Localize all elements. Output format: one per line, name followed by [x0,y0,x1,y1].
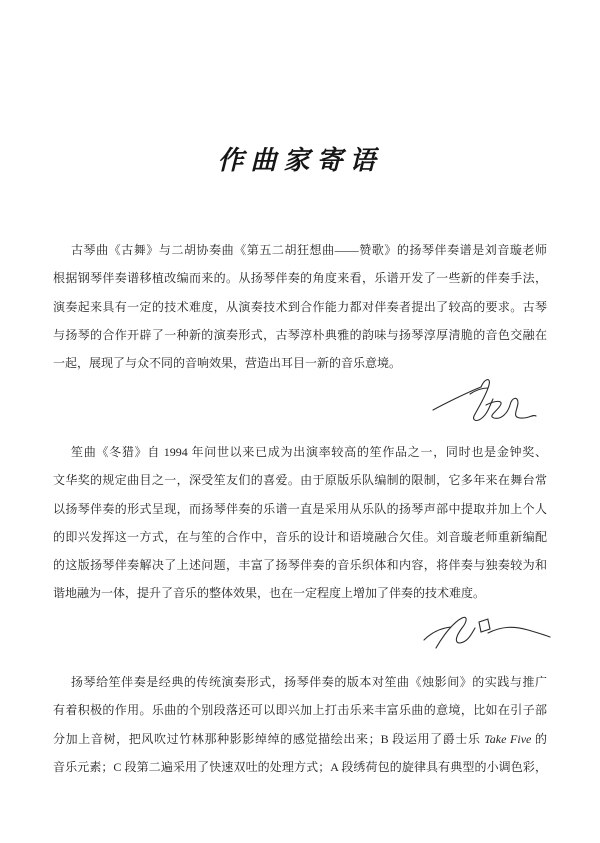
composer-signature-1-icon [430,372,538,432]
text-line: 文华奖的规定曲目之一，深受笙友们的喜爱。由于原版乐队编制的限制，它多年来在舞台常 [53,473,547,488]
text-segment: 分加上音树，把风吹过竹林那种影影绰绰的感觉描绘出来；B 段运用了爵士乐 [53,731,485,746]
text-line: 一起，展现了与众不同的音响效果，营造出耳目一新的音乐意境。 [53,356,402,371]
text-line: 扬琴给笙伴奏是经典的传统演奏形式，扬琴伴奏的版本对笙曲《烛影间》的实践与推广 [71,675,547,689]
composer-signature-2-icon [418,600,553,668]
paragraph-3 [53,668,547,781]
text-line: 根据钢琴伴奏谱移植改编而来的。从扬琴伴奏的角度来看，乐谱开发了一些新的伴奏手法， [53,271,547,286]
text-line: 的这版扬琴伴奏解决了上述问题，丰富了扬琴伴奏的音乐织体和内容，将伴奏与独奏较为和 [53,558,547,573]
text-line: 谐地融为一体，提升了音乐的整体效果，也在一定程度上增加了伴奏的技术难度。 [53,586,486,601]
text-line: 演奏起来具有一定的技术难度，从演奏技术到合作能力都对伴奏者提出了较高的要求。古琴 [53,299,547,314]
paragraph-1 [53,236,547,377]
text-line: 古琴曲《古舞》与二胡协奏曲《第五二胡狂想曲——赞歌》的扬琴伴奏谱是刘音璇老师 [71,243,547,257]
text-line: 与扬琴的合作开辟了一种新的演奏形式，古琴淳朴典雅的韵味与扬琴淳厚清脆的音色交融在 [53,327,547,342]
text-line: 以扬琴伴奏的形式呈现，而扬琴伴奏的乐谱一直是采用从乐队的扬琴声部中提取并加上个人 [53,501,547,516]
text-segment-italic: Take Five [484,731,532,746]
paragraph-2 [53,438,547,608]
text-segment: 的 [531,731,547,746]
text-line: 有着积极的作用。乐曲的个别段落还可以即兴加上打击乐来丰富乐曲的意境，比如在引子部 [53,703,547,718]
text-line [53,725,547,753]
text-line: 的即兴发挥这一方式，在与笙的合作中，音乐的设计和语境融合欠佳。刘音璇老师重新编配 [53,529,547,544]
text-line: 音乐元素；C 段第二遍采用了快速双吐的处理方式；A 段绣荷包的旋律具有典型的小调色彩， [53,759,547,774]
page-title: 作曲家寄语 [217,146,383,175]
text-line: 笙曲《冬猎》自 1994 年问世以来已成为出演率较高的笙作品之一，同时也是金钟奖、 [71,445,547,459]
